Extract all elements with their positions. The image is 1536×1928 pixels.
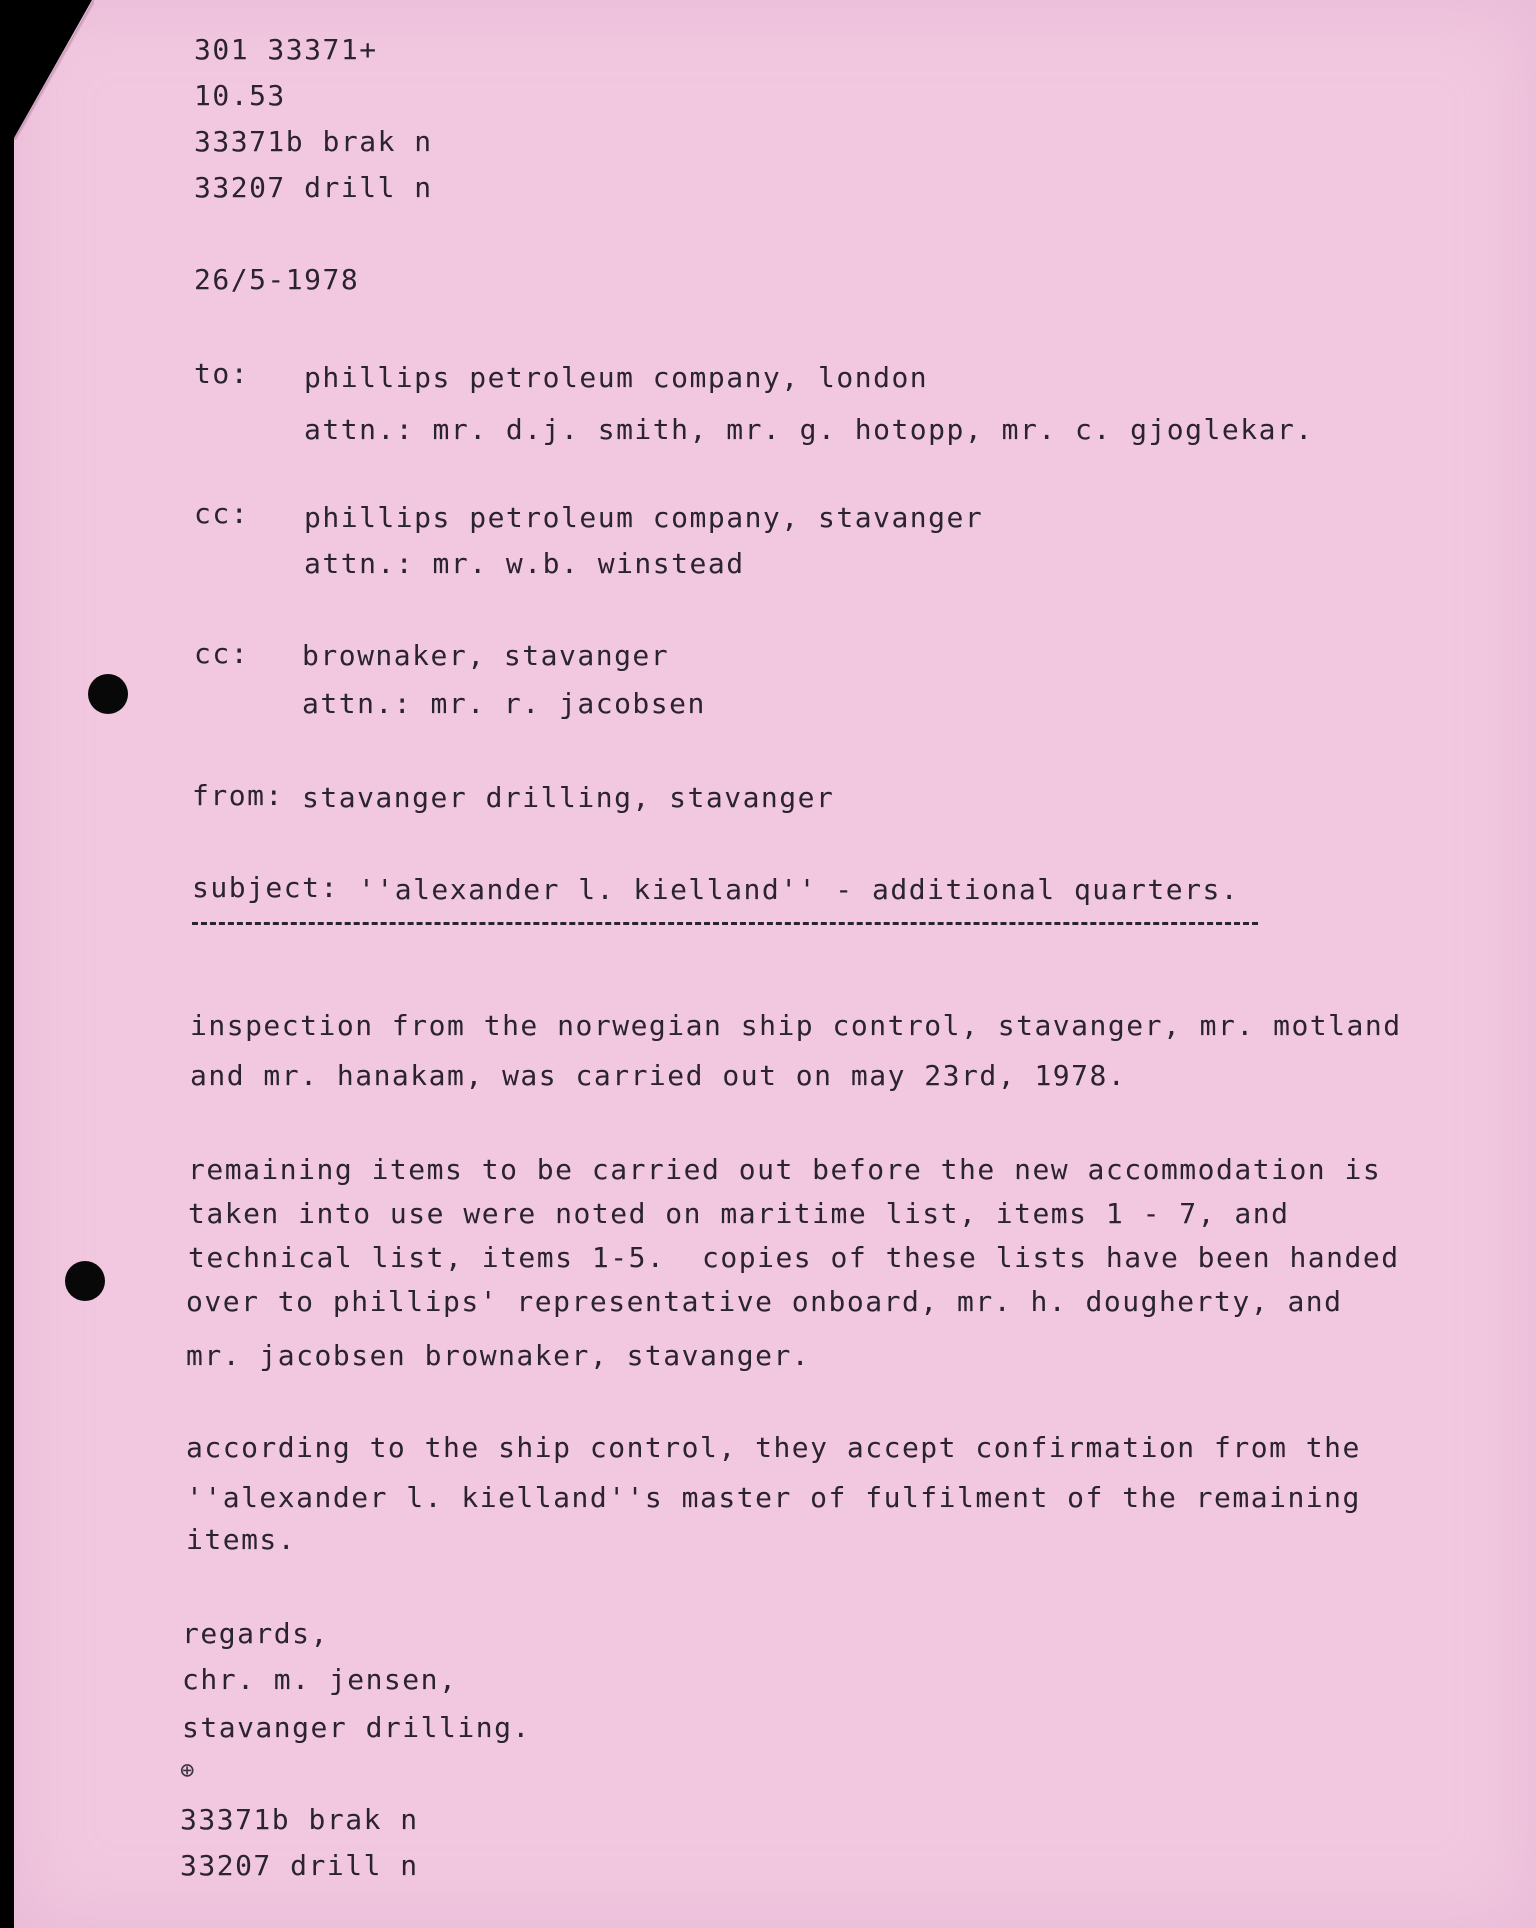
signatory: chr. m. jensen, bbox=[182, 1663, 458, 1696]
cc-attention: attn.: mr. r. jacobsen bbox=[302, 687, 706, 720]
cc-attention: attn.: mr. w.b. winstead bbox=[304, 547, 745, 580]
header-code: 301 33371+ bbox=[194, 33, 378, 66]
cc-label: cc: bbox=[194, 637, 250, 670]
to-label: to: bbox=[194, 357, 250, 390]
body-line: taken into use were noted on maritime list, items 1 - 7, and bbox=[188, 1197, 1290, 1230]
cc-label: cc: bbox=[194, 497, 250, 530]
body-line: remaining items to be carried out before the new accommodation is bbox=[188, 1153, 1382, 1186]
body-line: over to phillips' representative onboard, mr. h. dougherty, and bbox=[186, 1285, 1343, 1318]
body-line: items. bbox=[186, 1523, 297, 1556]
header-code: 33207 drill n bbox=[194, 171, 433, 204]
footer-code: 33371b brak n bbox=[180, 1803, 419, 1836]
body-line: and mr. hanakam, was carried out on may 23rd, 1978. bbox=[190, 1059, 1127, 1092]
to-attention: attn.: mr. d.j. smith, mr. g. hotopp, mr. c. gjoglekar. bbox=[304, 413, 1314, 446]
to-recipient: phillips petroleum company, london bbox=[304, 361, 929, 394]
subject-text: ''alexander l. kielland'' - additional quarters. bbox=[358, 873, 1240, 906]
closing-line: regards, bbox=[182, 1617, 329, 1650]
company: stavanger drilling. bbox=[182, 1711, 531, 1744]
subject-label: subject: bbox=[192, 871, 339, 904]
cc-recipient: phillips petroleum company, stavanger bbox=[304, 501, 984, 534]
subject-underline bbox=[192, 922, 1258, 925]
cc-recipient: brownaker, stavanger bbox=[302, 639, 670, 672]
from-label: from: bbox=[192, 779, 284, 812]
body-line: inspection from the norwegian ship control, stavanger, mr. motland bbox=[190, 1009, 1402, 1042]
header-code: 33371b brak n bbox=[194, 125, 433, 158]
date: 26/5-1978 bbox=[194, 263, 360, 296]
end-of-message-mark: ⊕ bbox=[180, 1756, 196, 1784]
body-line: according to the ship control, they accept confirmation from the bbox=[186, 1431, 1361, 1464]
body-line: mr. jacobsen brownaker, stavanger. bbox=[186, 1339, 811, 1372]
from-sender: stavanger drilling, stavanger bbox=[302, 781, 835, 814]
header-code: 10.53 bbox=[194, 79, 286, 112]
footer-code: 33207 drill n bbox=[180, 1849, 419, 1882]
body-line: ''alexander l. kielland''s master of fulfilment of the remaining bbox=[186, 1481, 1361, 1514]
body-line: technical list, items 1-5. copies of these lists have been handed bbox=[188, 1241, 1400, 1274]
